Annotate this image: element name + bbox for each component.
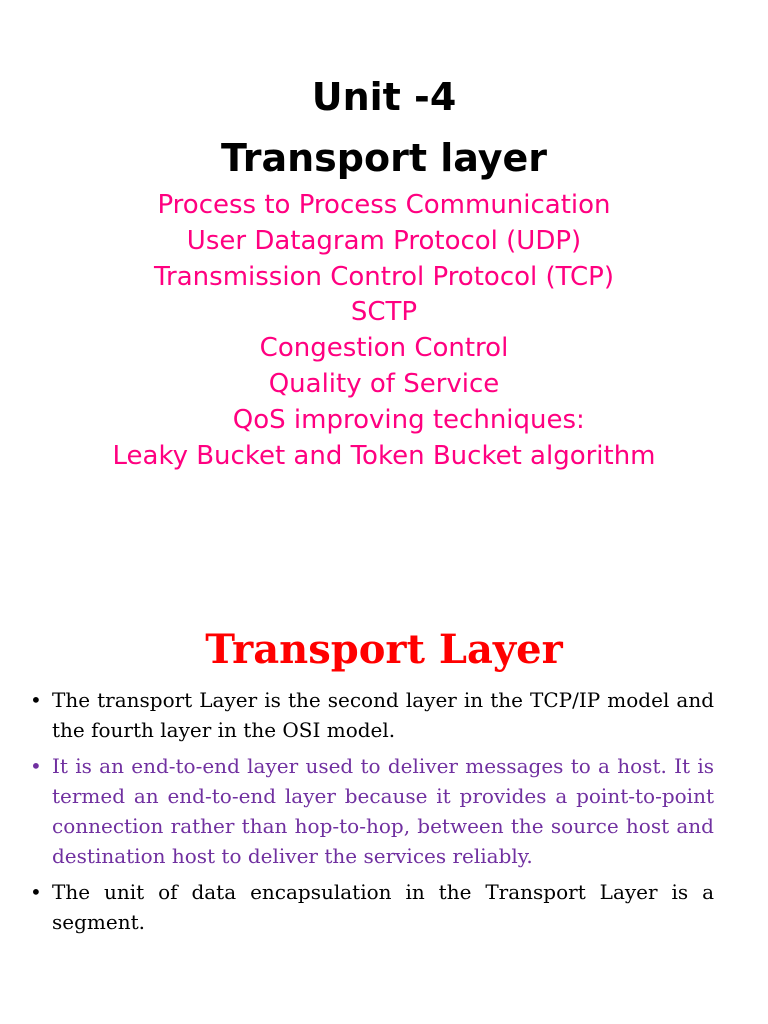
bullet-item — [30, 751, 714, 871]
bullet-text: The unit of data encapsulation in the Transport Layer is a segment. — [52, 880, 714, 934]
topic-item: Process to Process Communication — [157, 190, 611, 220]
slide-title: Transport Layer — [205, 626, 563, 673]
unit-subtitle: Transport layer — [220, 136, 548, 180]
unit-title: Unit -4 — [311, 75, 457, 119]
bullet-icon: • — [30, 754, 42, 778]
topic-item: Leaky Bucket and Token Bucket algorithm — [112, 440, 656, 471]
topic-item: User Datagram Protocol (UDP) — [186, 225, 582, 256]
topic-item: Quality of Service — [268, 368, 500, 399]
topic-item: Transmission Control Protocol (TCP) — [154, 261, 614, 292]
bullet-text: The transport Layer is the second layer in the TCP/IP model and the fourth layer in the OSI model. — [52, 688, 714, 742]
topic-item: QoS improving techniques: — [183, 404, 585, 435]
bullet-text: It is an end-to-end layer used to deliver messages to a host. It is termed an end-to-end layer because it provides a point-to-point connection rather than hop-to-hop, between the source host and destination host to deliver the services reliably. — [52, 754, 714, 868]
bullet-icon: • — [30, 688, 42, 712]
bullet-list — [30, 685, 714, 943]
bullet-item — [30, 685, 714, 745]
bullet-item — [30, 877, 714, 937]
topic-list — [0, 188, 768, 474]
bullet-icon: • — [30, 880, 42, 904]
topic-item: SCTP — [350, 297, 418, 328]
topic-item: Congestion Control — [259, 333, 509, 364]
